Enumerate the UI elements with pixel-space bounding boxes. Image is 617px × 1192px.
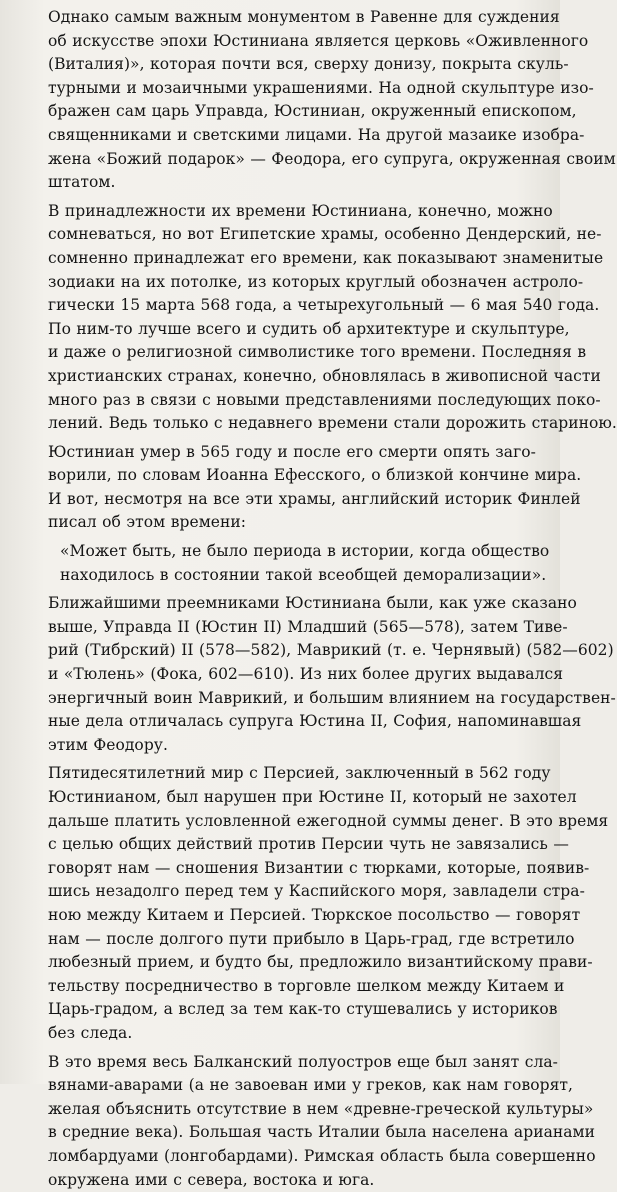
text-line: По ним-то лучше всего и судить об архитектуре и скульптуре, xyxy=(18,318,548,342)
quote-line: находилось в состоянии такой всеобщей деморализации». xyxy=(30,564,548,588)
text-line: Ближайшими преемниками Юстиниана были, как уже сказано xyxy=(18,592,548,616)
paragraph-finlay-quote xyxy=(18,540,548,587)
paragraph-balkans xyxy=(18,1051,548,1192)
text-line: нам — после долгого пути прибыло в Царь-град, где встретило xyxy=(18,928,548,952)
text-line: лений. Ведь только с недавнего времени стали дорожить стариною. xyxy=(18,412,548,436)
text-line: христианских странах, конечно, обновлялась в живописной части xyxy=(18,365,548,389)
text-line: зодиаки на их потолке, из которых круглый обозначен астроло- xyxy=(18,271,548,295)
paragraph-ravenna xyxy=(18,6,548,195)
paragraph-successors xyxy=(18,592,548,757)
text-line: и даже о религиозной символистике того времени. Последняя в xyxy=(18,341,548,365)
text-line: окружена ими с севера, востока и юга. xyxy=(18,1169,548,1192)
text-line: без следа. xyxy=(18,1022,548,1046)
text-line: выше, Управда II (Юстин II) Младший (565—578), затем Тиве- xyxy=(18,616,548,640)
text-line: Юстиниан умер в 565 году и после его смерти опять заго- xyxy=(18,441,548,465)
text-line: ворили, по словам Иоанна Ефесского, о близкой кончине мира. xyxy=(18,464,548,488)
text-line: любезный прием, и будто бы, предложило византийскому прави- xyxy=(18,951,548,975)
text-line: И вот, несмотря на все эти храмы, английский историк Финлей xyxy=(18,488,548,512)
text-line: писал об этом времени: xyxy=(18,511,548,535)
text-line: жена «Божий подарок» — Феодора, его супруга, окруженная своим xyxy=(18,148,548,172)
text-line: Царь-градом, а вслед за тем как-то стушевались у историков xyxy=(18,998,548,1022)
text-line: ною между Китаем и Персией. Тюркское посольство — говорят xyxy=(18,904,548,928)
text-line: об искусстве эпохи Юстиниана является церковь «Оживленного xyxy=(18,30,548,54)
paragraph-justinian-death xyxy=(18,441,548,535)
text-line: Однако самым важным монументом в Равенне для суждения xyxy=(18,6,548,30)
text-line: в средние века). Большая часть Италии была населена арианами xyxy=(18,1121,548,1145)
paragraph-persian-peace xyxy=(18,762,548,1045)
text-line: Пятидесятилетний мир с Персией, заключенный в 562 году xyxy=(18,762,548,786)
paragraph-egyptian-temples xyxy=(18,200,548,436)
text-line: много раз в связи с новыми представлениями последующих поко- xyxy=(18,389,548,413)
text-line: дальше платить условленной ежегодной суммы денег. В это время xyxy=(18,810,548,834)
text-line: шись незадолго перед тем у Каспийского моря, завладели стра- xyxy=(18,880,548,904)
text-line: тельству посредничество в торговле шелком между Китаем и xyxy=(18,975,548,999)
text-line: вянами-аварами (а не завоеван ими у греков, как нам говорят, xyxy=(18,1074,548,1098)
text-line: рий (Тибрский) II (578—582), Маврикий (т. е. Чернявый) (582—602) xyxy=(18,639,548,663)
text-line: штатом. xyxy=(18,171,548,195)
text-line: ные дела отличалась супруга Юстина II, София, напоминавшая xyxy=(18,710,548,734)
text-line: сомневаться, но вот Египетские храмы, особенно Дендерский, не- xyxy=(18,223,548,247)
text-line: с целью общих действий против Персии чуть не завязались — xyxy=(18,833,548,857)
text-line: бражен сам царь Управда, Юстиниан, окруженный епископом, xyxy=(18,100,548,124)
text-line: желая объяснить отсутствие в нем «древне-греческой культуры» xyxy=(18,1098,548,1122)
quote-line: «Может быть, не было периода в истории, когда общество xyxy=(30,540,548,564)
text-line: турными и мозаичными украшениями. На одной скульптуре изо- xyxy=(18,77,548,101)
text-line: этим Феодору. xyxy=(18,734,548,758)
text-line: ломбардуами (лонгобардами). Римская область была совершенно xyxy=(18,1145,548,1169)
text-line: и «Тюлень» (Фока, 602—610). Из них более других выдавался xyxy=(18,663,548,687)
text-line: энергичный воин Маврикий, и большим влиянием на государствен- xyxy=(18,687,548,711)
text-line: (Виталия)», которая почти вся, сверху донизу, покрыта скуль- xyxy=(18,53,548,77)
text-line: гически 15 марта 568 года, а четырехугольный — 6 мая 540 года. xyxy=(18,294,548,318)
text-line: В это время весь Балканский полуостров еще был занят сла- xyxy=(18,1051,548,1075)
text-line: говорят нам — сношения Византии с тюрками, которые, появив- xyxy=(18,857,548,881)
text-line: сомненно принадлежат его времени, как показывают знаменитые xyxy=(18,247,548,271)
text-line: священниками и светскими лицами. На другой мазаике изобра- xyxy=(18,124,548,148)
text-line: В принадлежности их времени Юстиниана, конечно, можно xyxy=(18,200,548,224)
text-line: Юстинианом, был нарушен при Юстине II, который не захотел xyxy=(18,786,548,810)
